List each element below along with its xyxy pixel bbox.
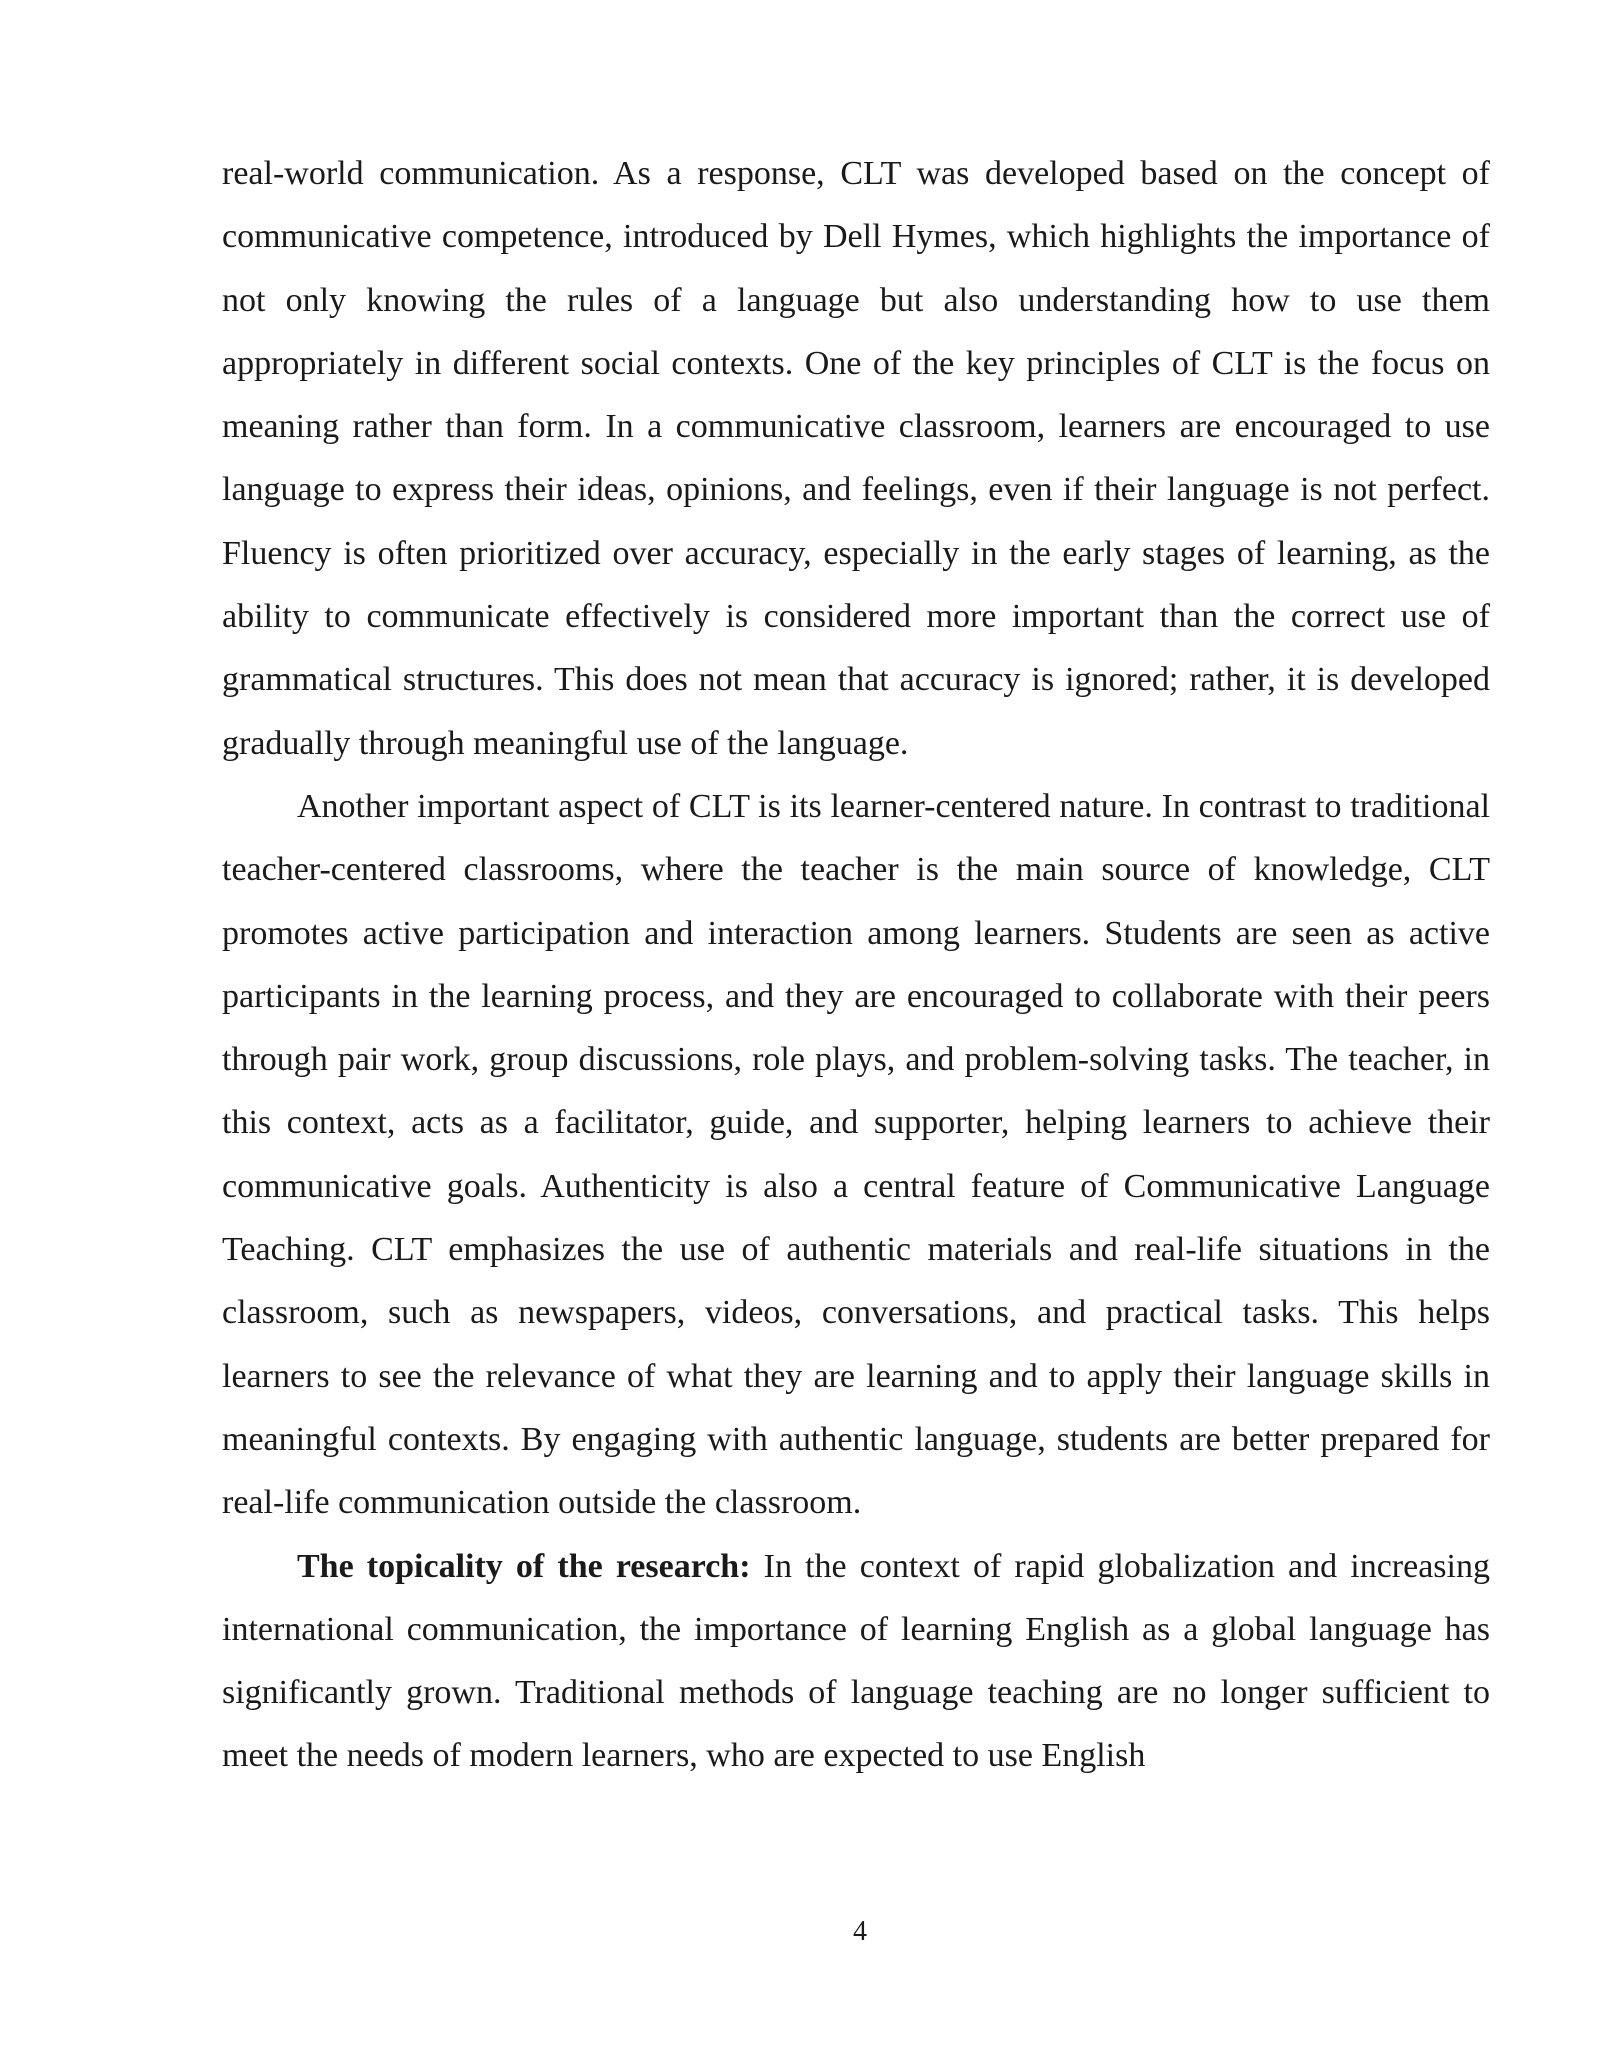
paragraph-3 xyxy=(222,1535,1490,1788)
page-number: 4 xyxy=(853,1916,867,1947)
paragraph-3-text: In the context of rapid globalization and increasing international communication, the importance of learning English as a global language has significantly grown. Traditional methods of language teaching are no longer sufficient to meet the needs of modern learners, who are expected to use English xyxy=(222,1547,1490,1775)
paragraph-2-text: Another important aspect of CLT is its learner-centered nature. In contrast to traditional teacher-centered classrooms, where the teacher is the main source of knowledge, CLT promotes active participation and interaction among learners. Students are seen as active participants in the learning process, and they are encouraged to collaborate with their peers through pair work, group discussions, role plays, and problem-solving tasks. The teacher, in this context, acts as a facilitator, guide, and supporter, helping learners to achieve their communicative goals. Authenticity is also a central feature of Communicative Language Teaching. CLT emphasizes the use of authentic materials and real-life situations in the classroom, such as newspapers, videos, conversations, and practical tasks. This helps learners to see the relevance of what they are learning and to apply their language skills in meaningful contexts. By engaging with authentic language, students are better prepared for real-life communication outside the classroom. xyxy=(222,787,1490,1522)
body-text xyxy=(222,142,1490,1788)
topicality-heading: The topicality of the research: xyxy=(297,1547,751,1585)
paragraph-1 xyxy=(222,142,1490,775)
paragraph-2 xyxy=(222,775,1490,1535)
paragraph-1-text: real-world communication. As a response, CLT was developed based on the concept of communicative competence, introduced by Dell Hymes, which highlights the importance of not only knowing the rules of a language but also understanding how to use them appropriately in different social contexts. One of the key principles of CLT is the focus on meaning rather than form. In a communicative classroom, learners are encouraged to use language to express their ideas, opinions, and feelings, even if their language is not perfect. Fluency is often prioritized over accuracy, especially in the early stages of learning, as the ability to communicate effectively is considered more important than the correct use of grammatical structures. This does not mean that accuracy is ignored; rather, it is developed gradually through meaningful use of the language. xyxy=(222,155,1490,762)
